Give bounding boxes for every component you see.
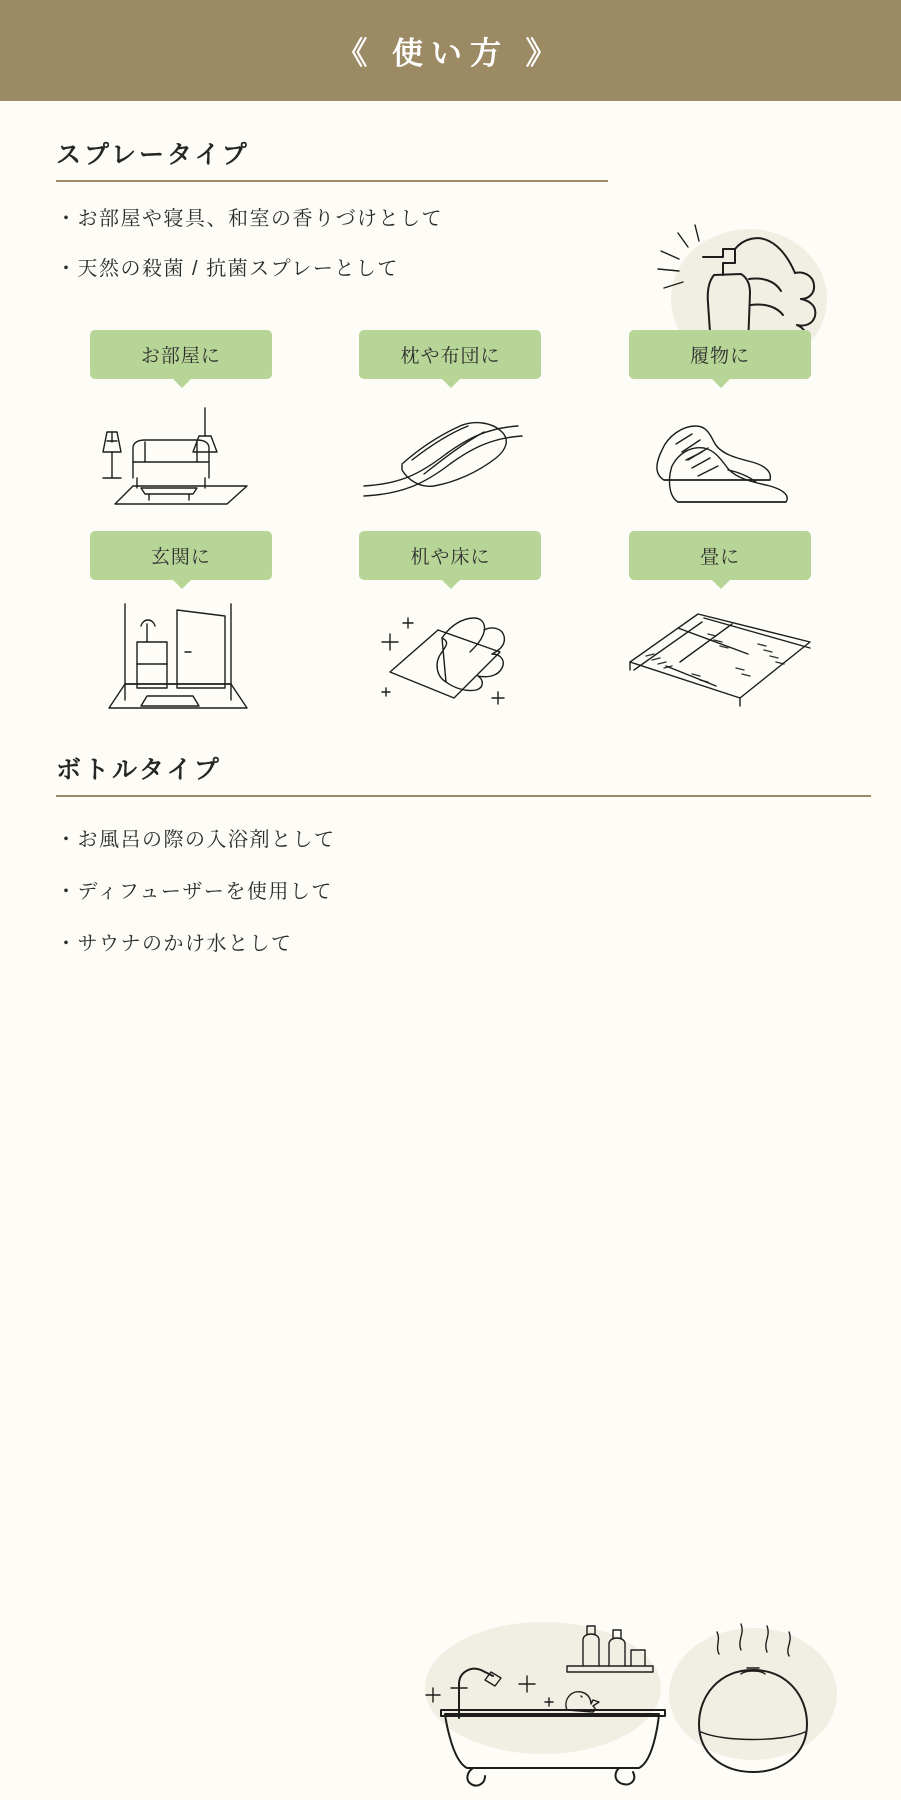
spray-section-title: スプレータイプ	[56, 141, 250, 169]
use-label-tatami: 畳に	[700, 547, 741, 568]
use-label-surfaces: 机や床に	[410, 547, 491, 568]
use-label-entrance: 玄関に	[150, 547, 211, 568]
entrance-door-icon	[66, 596, 296, 716]
use-cell-bedding	[316, 330, 586, 515]
bottle-bullet-1: ・お風呂の際の入浴剤として	[56, 829, 336, 851]
bottle-bullet-list	[56, 825, 336, 981]
use-label-room: お部屋に	[140, 346, 221, 367]
status-badge	[90, 531, 272, 580]
status-badge	[629, 330, 811, 379]
bottle-illustrations	[415, 1610, 865, 1800]
tatami-mat-icon	[605, 596, 835, 716]
spray-section-head	[0, 135, 901, 182]
status-badge	[90, 330, 272, 379]
spray-bullet-list	[56, 204, 443, 304]
spray-bullet-1: ・お部屋や寝具、和室の香りづけとして	[56, 208, 443, 230]
use-cell-surfaces	[316, 531, 586, 716]
status-badge	[359, 531, 541, 580]
bottle-section-title: ボトルタイプ	[56, 756, 222, 784]
spray-section-divider	[56, 180, 608, 182]
status-badge	[359, 330, 541, 379]
wiping-hand-cloth-icon	[335, 596, 565, 716]
bottle-bullet-3: ・サウナのかけ水として	[56, 933, 293, 955]
bottle-section-head	[0, 750, 901, 797]
pillow-futon-icon	[335, 395, 565, 515]
status-badge	[629, 531, 811, 580]
use-cell-entrance	[46, 531, 316, 716]
spray-bullet-2: ・天然の殺菌 / 抗菌スプレーとして	[56, 258, 399, 280]
use-cell-tatami	[585, 531, 855, 716]
bottle-bullet-2: ・ディフューザーを使用して	[56, 881, 333, 903]
living-room-icon	[66, 395, 296, 515]
section-spray	[0, 101, 901, 716]
section-bottle	[0, 750, 901, 981]
page-title: 《 使い方 》	[336, 36, 565, 71]
use-cell-room	[46, 330, 316, 515]
use-label-footwear: 履物に	[690, 346, 751, 367]
sneakers-icon	[605, 395, 835, 515]
bottle-intro	[0, 797, 901, 981]
bottle-section-divider	[56, 795, 871, 797]
page-header	[0, 0, 901, 101]
use-label-bedding: 枕や布団に	[400, 346, 501, 367]
